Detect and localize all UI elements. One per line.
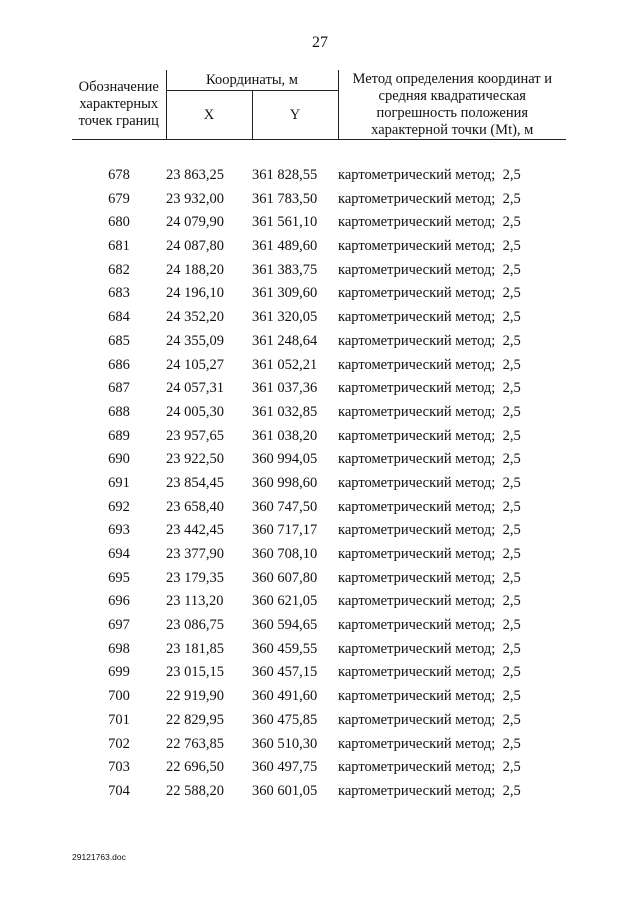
file-name-footer: 29121763.doc <box>72 852 126 862</box>
error-value: 2,5 <box>502 664 521 681</box>
point-number: 680 <box>108 214 130 231</box>
coordinate-x: 23 863,25 <box>166 167 224 184</box>
table-row <box>72 424 566 448</box>
method-text: картометрический метод; <box>338 735 496 752</box>
point-number: 695 <box>108 569 130 586</box>
error-value: 2,5 <box>502 593 521 610</box>
table-row <box>72 637 566 661</box>
coordinate-y: 360 621,05 <box>252 593 318 610</box>
table-row <box>72 495 566 519</box>
table-row <box>72 330 566 354</box>
error-value: 2,5 <box>502 522 521 539</box>
error-value: 2,5 <box>502 640 521 657</box>
method-cell <box>338 614 566 638</box>
header-coordinates: Координаты, м <box>166 70 338 91</box>
method-text: картометрический метод; <box>338 664 496 681</box>
table-row <box>72 258 566 282</box>
coordinate-y: 360 747,50 <box>252 498 318 515</box>
error-value: 2,5 <box>502 285 521 302</box>
method-cell <box>338 685 566 709</box>
header-method: Метод определения координат и средняя квадратическая погрешность положения характерной точки (Mt), м <box>338 70 566 140</box>
method-cell <box>338 637 566 661</box>
method-text: картометрический метод; <box>338 356 496 373</box>
coordinate-y: 361 052,21 <box>252 356 318 373</box>
error-value: 2,5 <box>502 688 521 705</box>
method-cell <box>338 353 566 377</box>
point-number: 691 <box>108 474 130 491</box>
point-number: 702 <box>108 735 130 752</box>
coordinate-y: 361 248,64 <box>252 332 318 349</box>
point-number: 698 <box>108 640 130 657</box>
coordinate-y: 361 561,10 <box>252 214 318 231</box>
error-value: 2,5 <box>502 617 521 634</box>
error-value: 2,5 <box>502 380 521 397</box>
error-value: 2,5 <box>502 238 521 255</box>
coordinate-x: 23 377,90 <box>166 546 224 563</box>
point-number: 692 <box>108 498 130 515</box>
coordinate-x: 24 352,20 <box>166 309 224 326</box>
coordinate-x: 22 919,90 <box>166 688 224 705</box>
coordinate-x: 24 087,80 <box>166 238 224 255</box>
table-row <box>72 566 566 590</box>
coordinate-y: 361 037,36 <box>252 380 318 397</box>
point-number: 682 <box>108 261 130 278</box>
coordinate-x: 24 196,10 <box>166 285 224 302</box>
method-text: картометрический метод; <box>338 688 496 705</box>
method-cell <box>338 164 566 188</box>
coordinate-y: 360 708,10 <box>252 546 318 563</box>
method-cell <box>338 330 566 354</box>
point-number: 697 <box>108 617 130 634</box>
method-cell <box>338 519 566 543</box>
coordinate-y: 361 489,60 <box>252 238 318 255</box>
method-text: картометрический метод; <box>338 593 496 610</box>
coordinate-y: 360 717,17 <box>252 522 318 539</box>
table-row <box>72 543 566 567</box>
coordinate-y: 360 594,65 <box>252 617 318 634</box>
point-number: 694 <box>108 546 130 563</box>
method-text: картометрический метод; <box>338 451 496 468</box>
table-row <box>72 614 566 638</box>
header-x: X <box>166 91 252 140</box>
coordinate-y: 360 491,60 <box>252 688 318 705</box>
point-number: 679 <box>108 190 130 207</box>
method-text: картометрический метод; <box>338 522 496 539</box>
error-value: 2,5 <box>502 735 521 752</box>
method-cell <box>338 495 566 519</box>
point-number: 703 <box>108 759 130 776</box>
point-number: 704 <box>108 782 130 799</box>
coordinate-x: 22 588,20 <box>166 782 224 799</box>
method-cell <box>338 590 566 614</box>
table-row <box>72 401 566 425</box>
point-number: 678 <box>108 167 130 184</box>
error-value: 2,5 <box>502 546 521 563</box>
method-text: картометрический метод; <box>338 711 496 728</box>
method-cell <box>338 780 566 804</box>
table-row <box>72 472 566 496</box>
error-value: 2,5 <box>502 782 521 799</box>
coordinate-y: 361 320,05 <box>252 309 318 326</box>
method-text: картометрический метод; <box>338 190 496 207</box>
method-cell <box>338 377 566 401</box>
error-value: 2,5 <box>502 309 521 326</box>
table-row <box>72 590 566 614</box>
coordinate-y: 361 038,20 <box>252 427 318 444</box>
error-value: 2,5 <box>502 569 521 586</box>
coordinate-x: 23 442,45 <box>166 522 224 539</box>
method-cell <box>338 448 566 472</box>
error-value: 2,5 <box>502 711 521 728</box>
table-row <box>72 732 566 756</box>
coordinate-x: 23 957,65 <box>166 427 224 444</box>
table-row <box>72 685 566 709</box>
coordinate-y: 360 459,55 <box>252 640 318 657</box>
method-cell <box>338 709 566 733</box>
method-text: картометрический метод; <box>338 214 496 231</box>
header-designation: Обозначение характерных точек границ <box>72 70 166 140</box>
method-cell <box>338 566 566 590</box>
coordinate-x: 24 057,31 <box>166 380 224 397</box>
coordinate-x: 24 105,27 <box>166 356 224 373</box>
coordinate-x: 23 086,75 <box>166 617 224 634</box>
table-row <box>72 211 566 235</box>
method-text: картометрический метод; <box>338 546 496 563</box>
method-text: картометрический метод; <box>338 498 496 515</box>
table-row <box>72 661 566 685</box>
coordinate-x: 23 922,50 <box>166 451 224 468</box>
error-value: 2,5 <box>502 498 521 515</box>
coordinate-x: 22 763,85 <box>166 735 224 752</box>
coordinate-x: 23 854,45 <box>166 474 224 491</box>
table-row <box>72 164 566 188</box>
method-cell <box>338 306 566 330</box>
method-text: картометрический метод; <box>338 474 496 491</box>
point-number: 700 <box>108 688 130 705</box>
table-row <box>72 519 566 543</box>
point-number: 685 <box>108 332 130 349</box>
coordinate-x: 24 188,20 <box>166 261 224 278</box>
table-row <box>72 187 566 211</box>
method-cell <box>338 282 566 306</box>
error-value: 2,5 <box>502 403 521 420</box>
method-text: картометрический метод; <box>338 332 496 349</box>
coordinate-y: 361 783,50 <box>252 190 318 207</box>
error-value: 2,5 <box>502 214 521 231</box>
table-body <box>72 140 566 804</box>
point-number: 684 <box>108 309 130 326</box>
table-row <box>72 353 566 377</box>
method-cell <box>338 258 566 282</box>
table-row <box>72 448 566 472</box>
error-value: 2,5 <box>502 474 521 491</box>
coordinate-x: 24 355,09 <box>166 332 224 349</box>
method-cell <box>338 401 566 425</box>
point-number: 681 <box>108 238 130 255</box>
method-cell <box>338 187 566 211</box>
header-y: Y <box>252 91 338 140</box>
coordinates-table <box>72 70 566 803</box>
point-number: 690 <box>108 451 130 468</box>
table-row <box>72 306 566 330</box>
method-text: картометрический метод; <box>338 403 496 420</box>
point-number: 686 <box>108 356 130 373</box>
table-row <box>72 282 566 306</box>
method-cell <box>338 211 566 235</box>
point-number: 696 <box>108 593 130 610</box>
coordinate-y: 360 475,85 <box>252 711 318 728</box>
table-row <box>72 780 566 804</box>
error-value: 2,5 <box>502 356 521 373</box>
error-value: 2,5 <box>502 332 521 349</box>
coordinate-x: 23 932,00 <box>166 190 224 207</box>
method-text: картометрический метод; <box>338 427 496 444</box>
method-text: картометрический метод; <box>338 261 496 278</box>
coordinate-x: 22 696,50 <box>166 759 224 776</box>
method-text: картометрический метод; <box>338 380 496 397</box>
coordinate-x: 23 179,35 <box>166 569 224 586</box>
coordinate-y: 361 828,55 <box>252 167 318 184</box>
coordinate-x: 23 015,15 <box>166 664 224 681</box>
method-cell <box>338 756 566 780</box>
method-text: картометрический метод; <box>338 309 496 326</box>
coordinate-x: 22 829,95 <box>166 711 224 728</box>
error-value: 2,5 <box>502 759 521 776</box>
method-text: картометрический метод; <box>338 759 496 776</box>
point-number: 701 <box>108 711 130 728</box>
coordinate-y: 360 457,15 <box>252 664 318 681</box>
method-text: картометрический метод; <box>338 617 496 634</box>
error-value: 2,5 <box>502 167 521 184</box>
coordinate-y: 360 998,60 <box>252 474 318 491</box>
coordinate-y: 360 607,80 <box>252 569 318 586</box>
table-row <box>72 756 566 780</box>
method-cell <box>338 424 566 448</box>
coordinate-y: 360 994,05 <box>252 451 318 468</box>
method-text: картометрический метод; <box>338 782 496 799</box>
table-row <box>72 235 566 259</box>
method-text: картометрический метод; <box>338 238 496 255</box>
table-row <box>72 709 566 733</box>
error-value: 2,5 <box>502 190 521 207</box>
point-number: 699 <box>108 664 130 681</box>
coordinate-y: 360 497,75 <box>252 759 318 776</box>
coordinate-x: 24 005,30 <box>166 403 224 420</box>
coordinate-x: 24 079,90 <box>166 214 224 231</box>
coordinate-x: 23 113,20 <box>166 593 224 610</box>
error-value: 2,5 <box>502 261 521 278</box>
coordinate-x: 23 181,85 <box>166 640 224 657</box>
point-number: 688 <box>108 403 130 420</box>
method-cell <box>338 543 566 567</box>
page-number: 27 <box>312 34 328 51</box>
method-cell <box>338 732 566 756</box>
table-row <box>72 377 566 401</box>
method-text: картометрический метод; <box>338 167 496 184</box>
method-text: картометрический метод; <box>338 569 496 586</box>
method-cell <box>338 661 566 685</box>
point-number: 689 <box>108 427 130 444</box>
coordinate-x: 23 658,40 <box>166 498 224 515</box>
point-number: 683 <box>108 285 130 302</box>
method-cell <box>338 472 566 496</box>
error-value: 2,5 <box>502 451 521 468</box>
coordinate-y: 360 601,05 <box>252 782 318 799</box>
method-text: картометрический метод; <box>338 285 496 302</box>
coordinate-y: 361 383,75 <box>252 261 318 278</box>
point-number: 693 <box>108 522 130 539</box>
method-text: картометрический метод; <box>338 640 496 657</box>
point-number: 687 <box>108 380 130 397</box>
method-cell <box>338 235 566 259</box>
coordinate-y: 360 510,30 <box>252 735 318 752</box>
coordinate-y: 361 309,60 <box>252 285 318 302</box>
error-value: 2,5 <box>502 427 521 444</box>
coordinate-y: 361 032,85 <box>252 403 318 420</box>
